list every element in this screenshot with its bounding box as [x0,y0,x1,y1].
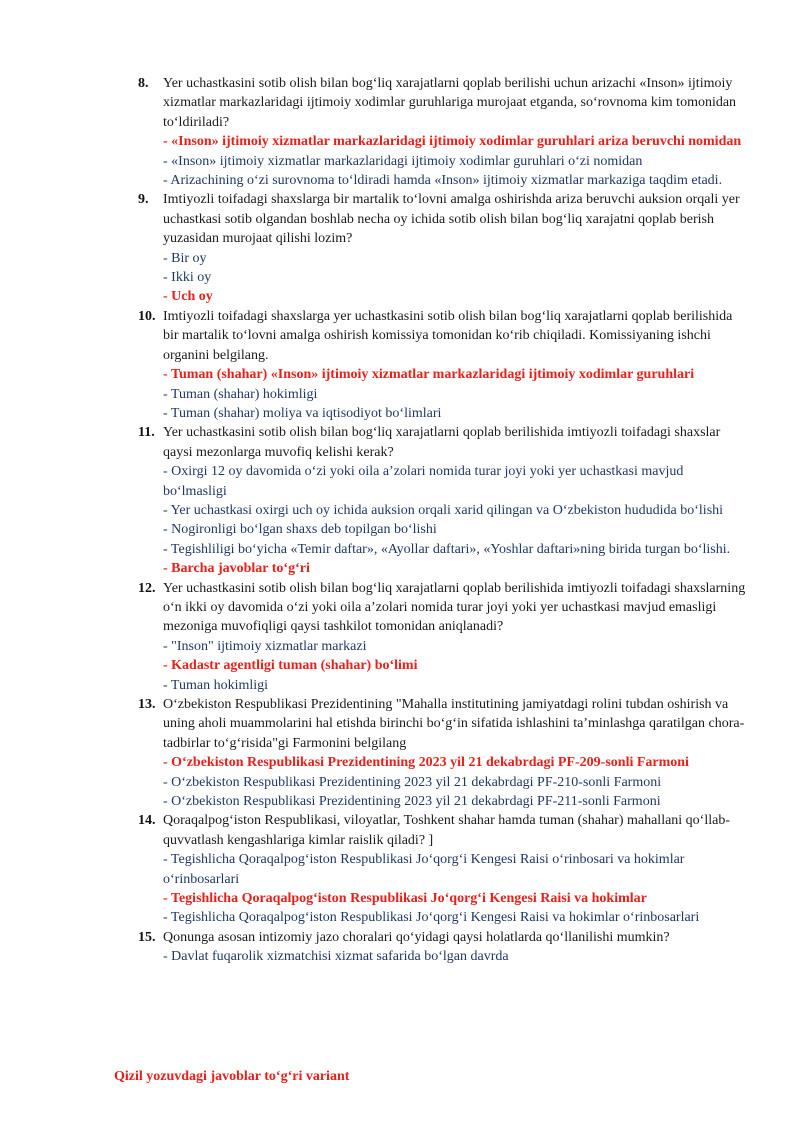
question-text: Yer uchastkasini sotib olish bilan bog‘liq xarajatlarni qoplab berilishi uchun arizachi «Inson» ijtimoiy xizmatlar markazlaridagi ijtimoiy xodimlar guruhlariga murojaat etganda, so‘rovnoma kim tomonidan to‘ldiriladi? [163,76,737,130]
correct-answer-option: - Barcha javoblar to‘g‘ri [163,561,310,577]
correct-answer-option: - Tegishlicha Qoraqalpog‘iston Respublikasi Jo‘qorg‘i Kengesi Raisi va hokimlar [163,891,647,907]
answer-option: - Ikki oy [163,270,212,286]
question-item [0,695,800,811]
answer-option: - Tuman hokimligi [163,677,269,693]
question-item [0,190,800,306]
question-number: 9. [138,192,149,208]
question-number: 11. [138,425,155,441]
answer-option: - "Inson" ijtimoiy xizmatlar markazi [163,638,367,654]
correct-answer-option: - Kadastr agentligi tuman (shahar) bo‘limi [163,658,418,674]
answer-option: - Tuman (shahar) moliya va iqtisodiyot bo‘limlari [163,405,442,421]
question-text: Yer uchastkasini sotib olish bilan bog‘liq xarajatlarni qoplab berilishida imtiyozli toifadagi shaxslarning o‘n ikki oy davomida o‘zi yoki oila a’zolari nomida turar joyi yoki yer uchastkasi mavjud emasligi mezoniga muvofiqligi qaysi tashkilot tomonidan aniqlanadi? [163,580,746,635]
answer-option: - Tuman (shahar) hokimligi [163,386,318,402]
answer-option: - Tegishliligi bo‘yicha «Temir daftar», «Ayollar daftari», «Yoshlar daftari»ning birida turgan bo‘lishi. [163,541,731,557]
question-list [0,74,800,967]
answer-option: - Oxirgi 12 oy davomida o‘zi yoki oila a’zolari nomida turar joyi yoki yer uchastkasi mavjud bo‘lmasligi [163,464,684,499]
correct-answer-option: - O‘zbekiston Respublikasi Prezidentining 2023 yil 21 dekabrdagi PF-209-sonli Farmoni [163,755,689,771]
question-text: O‘zbekiston Respublikasi Prezidentining "Mahalla institutining jamiyatdagi rolini tubdan oshirish va uning aholi muammolarini hal etishda birinchi bo‘g‘in sifatida ishlashini ta’minlashga qaratilgan chora-tadbirlar to‘g‘risida"gi Farmonini belgilang [163,697,745,751]
question-number: 12. [138,580,156,596]
correct-answer-option: - Tuman (shahar) «Inson» ijtimoiy xizmatlar markazlaridagi ijtimoiy xodimlar guruhlari [163,367,695,383]
question-item [0,423,800,578]
question-text: Qoraqalpog‘iston Respublikasi, viloyatlar, Toshkent shahar hamda tuman (shahar) mahallani qo‘llab-quvvatlash kengashlariga kimlar raislik qiladi? ] [163,813,730,848]
answer-option: - «Inson» ijtimoiy xizmatlar markazlaridagi ijtimoiy xodimlar guruhlari o‘zi nomidan [163,153,643,169]
question-text: Imtiyozli toifadagi shaxslarga bir martalik to‘lovni amalga oshirishda ariza beruvchi auksion orqali yer uchastkasi sotib olgandan boshlab necha oy ichida sotib olish bilan bog‘liq xarajatni qoplab berish yuzasidan murojaat qilishi lozim? [163,192,740,247]
question-number: 15. [138,929,156,945]
question-number: 8. [138,76,149,91]
question-number: 14. [138,813,156,829]
correct-answer-option: - Uch oy [163,289,213,305]
footer-note: Qizil yozuvdagi javoblar to‘g‘ri variant [114,1069,350,1084]
question-number: 10. [138,308,156,324]
question-text: Imtiyozli toifadagi shaxslarga yer uchastkasini sotib olish bilan bog‘liq xarajatlarni qoplab berilishida bir martalik to‘lovni amalga oshirish komissiya tomonidan ko‘rib chiqiladi. Komissiyaning ishchi organini belgilang. [163,308,733,363]
question-text: Qonunga asosan intizomiy jazo choralari qo‘yidagi qaysi holatlarda qo‘llanilishi mumkin? [163,929,670,945]
question-item [0,928,800,967]
question-item [0,74,800,190]
answer-option: - Tegishlicha Qoraqalpog‘iston Respublikasi Jo‘qorg‘i Kengesi Raisi o‘rinbosari va hokimlar o‘rinbosarlari [163,852,685,887]
answer-option: - Nogironligi bo‘lgan shaxs deb topilgan bo‘lishi [163,522,437,538]
answer-option: - Yer uchastkasi oxirgi uch oy ichida auksion orqali xarid qilingan va O‘zbekiston hududida bo‘lishi [163,502,724,518]
answer-option: - Arizachining o‘zi surovnoma to‘ldiradi hamda «Inson» ijtimoiy xizmatlar markaziga taqdim etadi. [163,173,723,189]
answer-option: - Tegishlicha Qoraqalpog‘iston Respublikasi Jo‘qorg‘i Kengesi Raisi va hokimlar o‘rinbosarlari [163,910,700,926]
question-item [0,811,800,927]
answer-option: - O‘zbekiston Respublikasi Prezidentining 2023 yil 21 dekabrdagi PF-210-sonli Farmoni [163,774,662,790]
correct-answer-option: - «Inson» ijtimoiy xizmatlar markazlaridagi ijtimoiy xodimlar guruhlari ariza beruvchi nomidan [163,134,742,150]
question-text: Yer uchastkasini sotib olish bilan bog‘liq xarajatlarni qoplab berilishida imtiyozli toifadagi shaxslar qaysi mezonlarga muvofiq kelishi kerak? [163,425,721,460]
question-item [0,579,800,695]
answer-option: - O‘zbekiston Respublikasi Prezidentining 2023 yil 21 dekabrdagi PF-211-sonli Farmoni [163,794,661,810]
answer-option: - Bir oy [163,250,207,266]
question-number: 13. [138,697,156,712]
question-item [0,307,800,423]
answer-option: - Davlat fuqarolik xizmatchisi xizmat safarida bo‘lgan davrda [163,949,509,965]
